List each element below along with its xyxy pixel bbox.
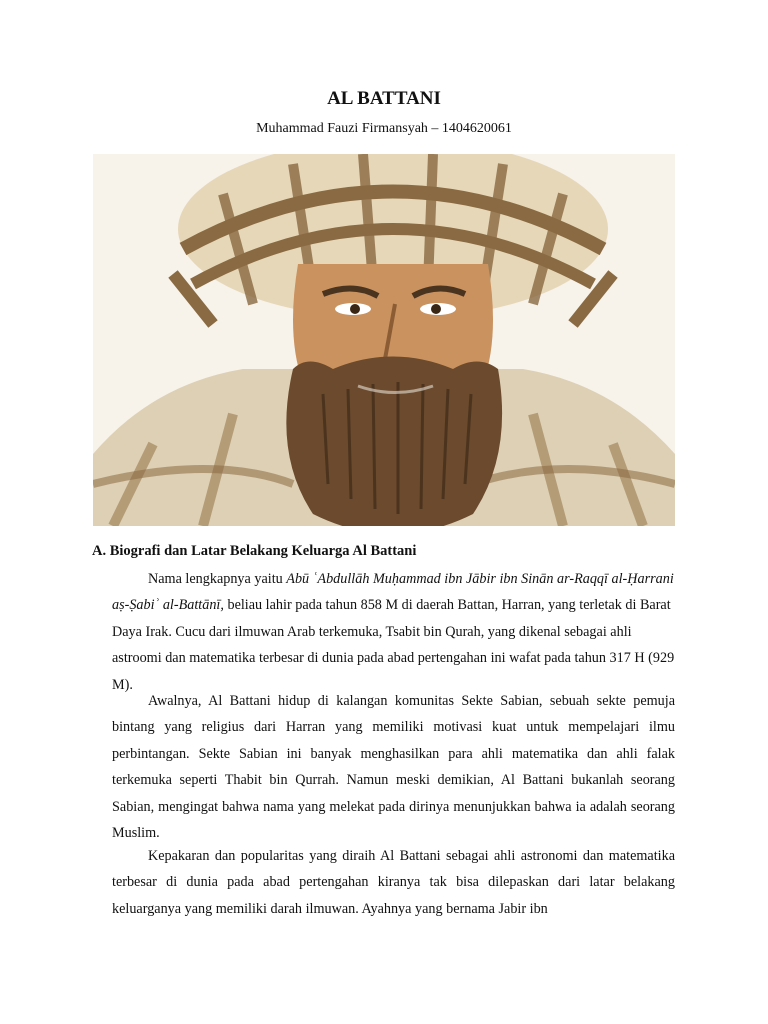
paragraph-1-lead: Nama lengkapnya yaitu [148, 571, 287, 587]
paragraph-3: Kepakaran dan popularitas yang diraih Al Battani sebagai ahli astronomi dan matematika terbesar di dunia pada abad pertengahan kiranya tak bisa dilepaskan dari latar belakang keluarganya yang memiliki darah ilmuwan. Ayahnya yang bernama Jabir ibn [112, 848, 675, 917]
document-title: AL BATTANI [327, 88, 441, 109]
portrait-image [93, 154, 675, 526]
section-heading: A. Biografi dan Latar Belakang Keluarga Al Battani [92, 543, 417, 559]
paragraph-2: Awalnya, Al Battani hidup di kalangan komunitas Sekte Sabian, sebuah sekte pemuja bintang yang religius dari Harran yang memiliki motivasi kuat untuk mempelajari ilmu perbintangan. Sekte Sabian ini banyak menghasilkan para ahli matematika dan ahli falak terkemuka seperti Thabit bin Qurrah. Namun meski demikian, Al Battani bukanlah seorang Sabian, mengingat bahwa nama yang melekat pada dirinya menunjukkan bahwa ia adalah seorang Muslim. [112, 693, 675, 842]
paragraph-1-rest: beliau lahir pada tahun 858 M di daerah Battan, Harran, yang terletak di Barat Daya Irak. Cucu dari ilmuwan Arab terkemuka, Tsabit bin Qurah, yang dikenal sebagai ahli astroomi dan matematika terbesar di dunia pada abad pertengahan ini wafat pada tahun 317 H (929 M). [112, 597, 675, 693]
full-name-italic: Abū ʿAbdullāh Muḥammad ibn Jābir ibn Sinān ar-Raqqī al-Ḥarrani aṣ-Ṣabiʾ al-Battānī, [112, 571, 674, 614]
author-line: Muhammad Fauzi Firmansyah – 1404620061 [256, 121, 512, 136]
portrait-illustration-icon [93, 154, 675, 526]
paragraph-1 [112, 566, 675, 698]
